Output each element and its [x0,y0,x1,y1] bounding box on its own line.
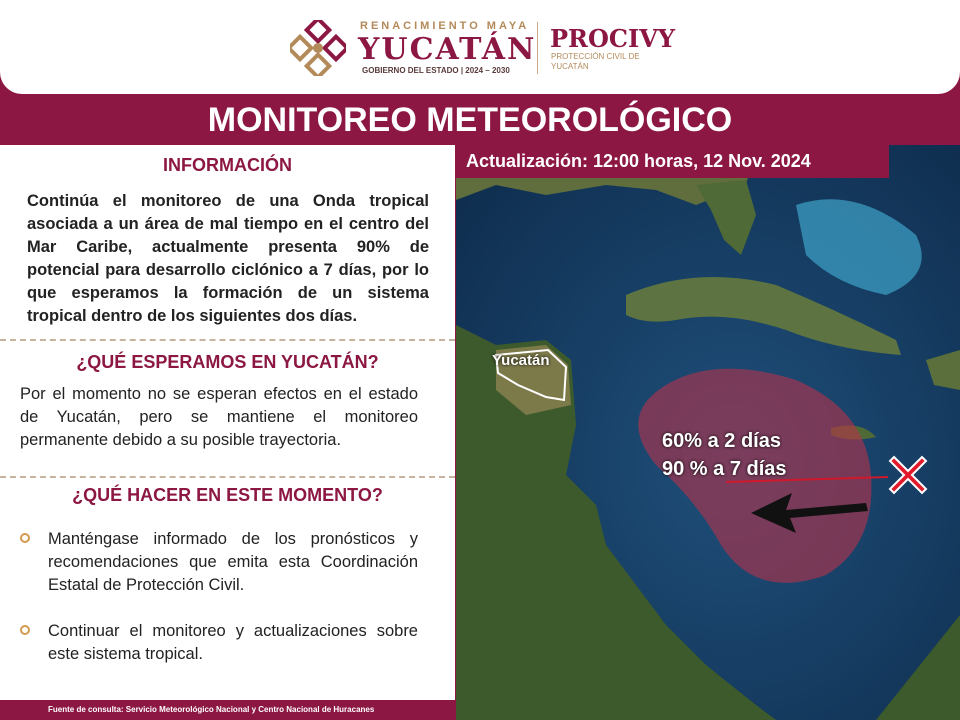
bullet-icon [20,533,30,543]
expect-text: Por el momento no se esperan efectos en el estado de Yucatán, pero se mantiene el monitoreo permanente debido a su posible trayectoria. [20,385,418,449]
agency-subtitle: PROTECCIÓN CIVIL DE YUCATÁN [551,52,640,71]
header-divider [537,22,538,74]
brand-subtitle: GOBIERNO DEL ESTADO | 2024 – 2030 [362,66,510,75]
todo-item: Continuar el monitoreo y actualizaciones sobre este sistema tropical. [48,622,418,663]
brand-name: YUCATÁN [358,32,537,67]
satellite-map [456,145,960,720]
todo-item: Manténgase informado de los pronósticos y recomendaciones que emita esta Coordinación Estatal de Protección Civil. [48,530,418,594]
update-banner: Actualización: 12:00 horas, 12 Nov. 2024 [456,145,889,178]
expect-heading: ¿QUÉ ESPERAMOS EN YUCATÁN? [76,352,379,372]
page-title: MONITOREO METEOROLÓGICO [207,101,733,139]
info-heading: INFORMACIÓN [163,155,292,175]
map-state-label: Yucatán [492,352,550,369]
section-divider [0,339,455,341]
brand-tagline: RENACIMIENTO MAYA [360,20,530,32]
probability-7-days: 90 % a 7 días [662,458,787,480]
bullet-icon [20,625,30,635]
maya-pattern-icon [290,20,346,76]
info-text: Continúa el monitoreo de una Onda tropical asociada a un área de mal tiempo en el centro del Mar Caribe, actualmente presenta 90% de potencial para desarrollo ciclónico a 7 días, por lo que esperamos la formación de un sistema tropical dentro de los siguientes dos días. [27,192,429,325]
info-panel [0,145,455,700]
section-divider [0,476,455,478]
header-bar [0,0,960,94]
todo-heading: ¿QUÉ HACER EN ESTE MOMENTO? [72,485,383,505]
source-footer: Fuente de consulta: Servicio Meteorológico Nacional y Centro Nacional de Huracanes [0,700,455,720]
agency-name: PROCIVY [550,24,675,53]
probability-2-days: 60% a 2 días [662,430,781,452]
